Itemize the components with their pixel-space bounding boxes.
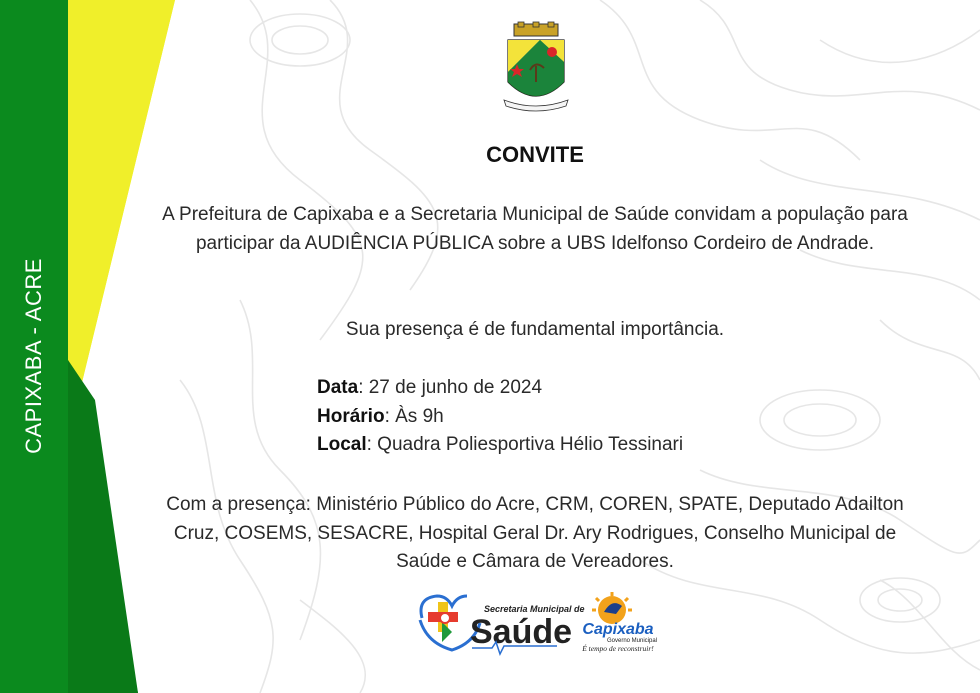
attendees-paragraph: Com a presença: Ministério Público do Acre, CRM, COREN, SPATE, Deputado Adailton Cruz, COSEMS, SESACRE, Hospital Geral Dr. Ary Rodrigues, Conselho Municipal de Saúde e Câmara de Vereadores. [166,494,904,572]
coat-of-arms [500,22,572,112]
place-line [317,431,683,460]
date-line [317,374,683,403]
saude-logo-main-text: Saúde [470,613,573,651]
place-value: : Quadra Poliesportiva Hélio Tessinari [366,434,684,455]
saude-logo [412,588,585,658]
capixaba-logo-sub-text: Governo Municipal [606,638,658,644]
capixaba-logo-main-text: Capixaba [582,621,654,638]
page-title: CONVITE [486,142,584,167]
date-value: : 27 de junho de 2024 [358,377,543,398]
importance-paragraph: Sua presença é de fundamental importância. [345,319,725,340]
time-label: Horário [317,405,385,427]
sidebar-label: CAPIXABA - ACRE [21,258,46,454]
capixaba-logo [572,592,664,656]
time-value: : Às 9h [384,405,444,427]
place-label: Local [317,434,367,455]
time-line [317,403,683,432]
saude-logo-top-text: Secretaria Municipal de [484,604,585,614]
event-details [317,374,683,460]
intro-paragraph: A Prefeitura de Capixaba e a Secretaria Municipal de Saúde convidam a população para participar da AUDIÊNCIA PÚBLICA sobre a UBS Idelfonso Cordeiro de Andrade. [162,204,908,254]
capixaba-logo-slogan: É tempo de reconstruir! [582,644,654,653]
date-label: Data [317,377,359,398]
